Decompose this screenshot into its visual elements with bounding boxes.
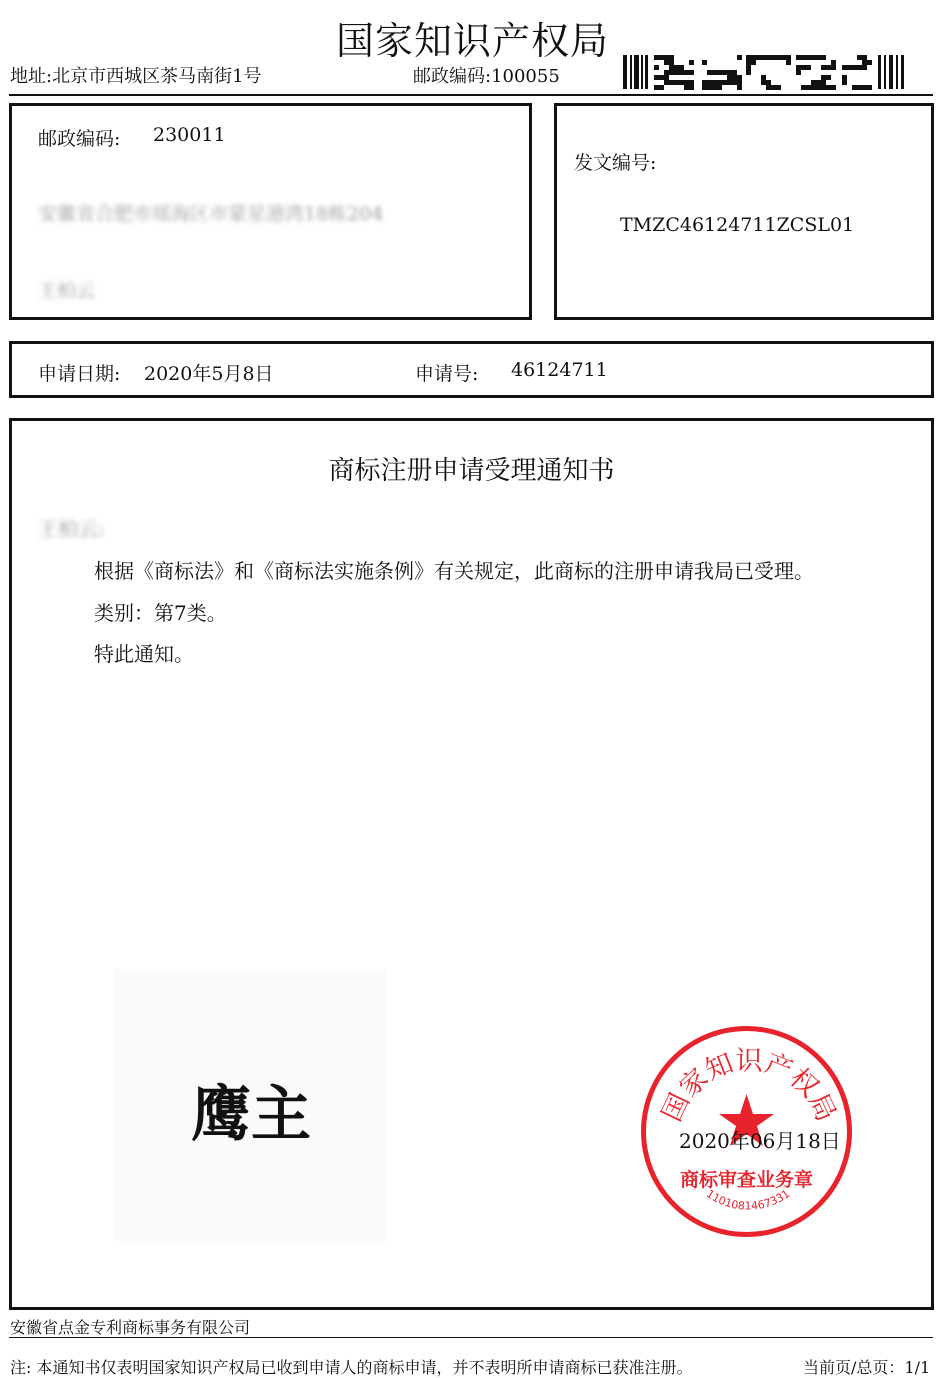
application-number-value: 46124711 — [511, 359, 608, 381]
seal-bottom-text: 商标审查业务章 — [679, 1169, 814, 1191]
trademark-text: 鹰主 — [191, 1080, 311, 1150]
application-box — [9, 341, 934, 398]
application-date-value: 2020年5月8日 — [144, 363, 274, 385]
code-cell — [831, 85, 836, 90]
agency-name: 安徽省点金专利商标事务有限公司 — [10, 1318, 251, 1337]
seal-number: 1101081467331 — [703, 1187, 793, 1213]
recipient-address: 安徽省合肥市瑶海区市蒙星港湾18栋204 — [38, 203, 384, 225]
data-matrix-5 — [842, 55, 872, 89]
office-postal: 邮政编码:100055 — [413, 66, 560, 87]
page-indicator: 当前页/总页：1/1 — [803, 1358, 931, 1377]
seal-top-text: 国家知识产权局 — [656, 1046, 842, 1127]
code-cell — [737, 85, 742, 90]
code-cell — [867, 85, 872, 90]
recipient-box — [9, 103, 532, 320]
recipient-postal-code: 230011 — [153, 124, 226, 146]
code-cell — [689, 85, 694, 90]
header-rule — [9, 94, 933, 96]
recipient-name: 王柏云 — [38, 280, 96, 302]
doc-number-label: 发文编号: — [574, 152, 657, 174]
data-matrix-1 — [654, 55, 694, 89]
data-matrix-3 — [746, 55, 790, 89]
application-date-label: 申请日期: — [38, 363, 121, 385]
footer-note: 注: 本通知书仅表明国家知识产权局已收到申请人的商标申请，并不表明所申请商标已获准注册。 — [10, 1358, 693, 1377]
notice-paragraph-1: 根据《商标法》和《商标法实施条例》有关规定，此商标的注册申请我局已受理。 — [94, 559, 814, 583]
notice-box — [9, 418, 934, 1310]
trademark-image — [115, 969, 387, 1241]
notice-paragraph-3: 特此通知。 — [94, 642, 194, 666]
data-matrix-2 — [702, 55, 740, 89]
data-matrix-4 — [796, 55, 836, 89]
code-cell — [786, 85, 791, 90]
notice-paragraph-2: 类别：第7类。 — [94, 601, 227, 625]
barcode — [623, 55, 928, 89]
office-title: 国家知识产权局 — [335, 19, 609, 63]
doc-number-value: TMZC46124711ZCSL01 — [620, 214, 855, 236]
notice-heading: 商标注册申请受理通知书 — [328, 456, 615, 486]
footer-rule — [9, 1337, 933, 1338]
notice-addressee: 王柏云: — [38, 517, 105, 541]
application-number-label: 申请号: — [415, 363, 479, 385]
doc-number-box — [554, 103, 934, 320]
notice-date: 2020年06月18日 — [679, 1129, 841, 1153]
office-address: 地址:北京市西城区茶马南街1号 — [10, 66, 262, 87]
recipient-postal-label: 邮政编码: — [38, 128, 121, 150]
